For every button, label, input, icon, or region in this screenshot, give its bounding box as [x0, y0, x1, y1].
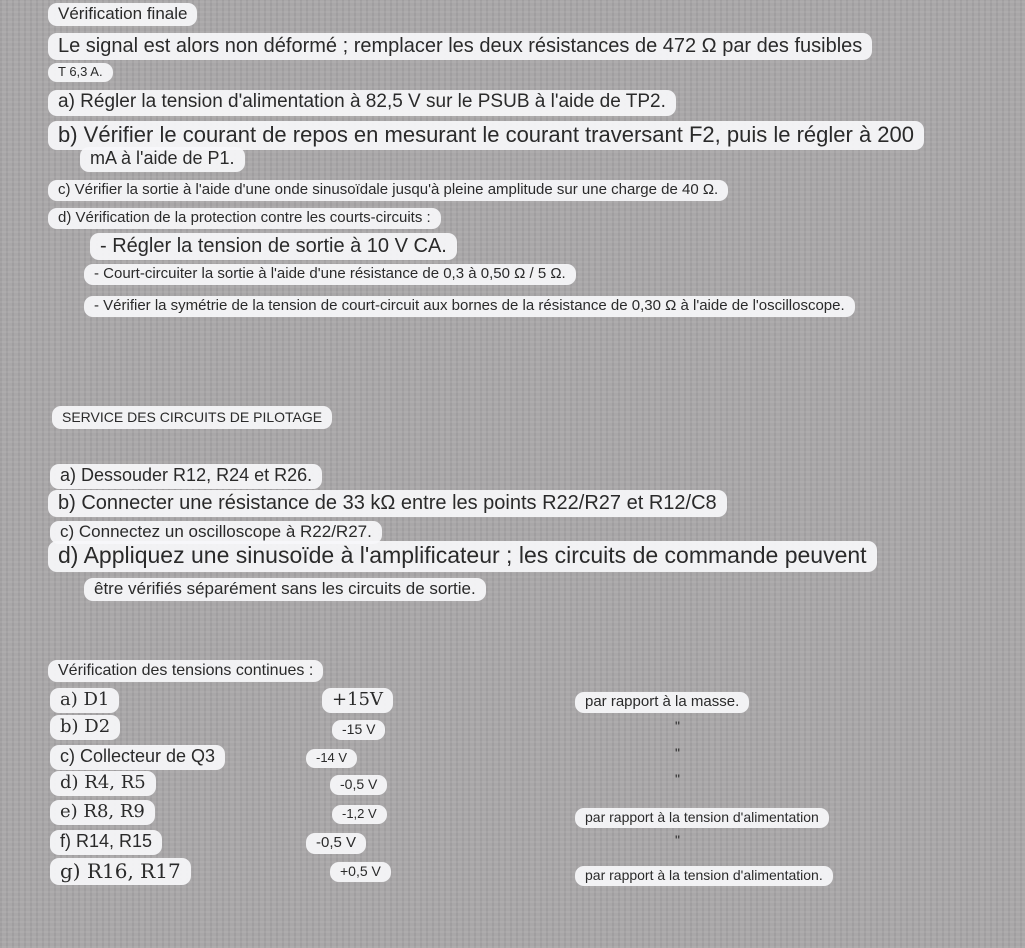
final-check-step-a: a) Régler la tension d'alimentation à 82,5 V sur le PSUB à l'aide de TP2. [48, 90, 676, 116]
dc-row-label: d) R4, R5 [50, 771, 156, 796]
dc-row-label: e) R8, R9 [50, 800, 155, 825]
dc-row-label: a) D1 [50, 688, 119, 713]
final-check-step-b-line1: b) Vérifier le courant de repos en mesurant le courant traversant F2, puis le régler à 200 [48, 121, 924, 150]
drive-service-step-b: b) Connecter une résistance de 33 kΩ entre les points R22/R27 et R12/C8 [48, 490, 727, 517]
dc-row-note: par rapport à la tension d'alimentation [575, 808, 829, 828]
final-check-sub-1: - Régler la tension de sortie à 10 V CA. [90, 233, 457, 260]
final-check-heading: Vérification finale [48, 3, 197, 26]
dc-row-value: +15V [322, 688, 393, 713]
dc-row-value: -14 V [306, 749, 357, 768]
drive-service-heading: SERVICE DES CIRCUITS DE PILOTAGE [52, 406, 332, 429]
dc-row-note: par rapport à la masse. [575, 692, 749, 713]
drive-service-step-d-line2: être vérifiés séparément sans les circuits de sortie. [84, 578, 486, 601]
dc-row-note: " [675, 745, 680, 761]
final-check-step-b-line2: mA à l'aide de P1. [80, 147, 245, 172]
dc-row-label: f) R14, R15 [50, 830, 162, 855]
final-check-intro-line1: Le signal est alors non déformé ; remplacer les deux résistances de 472 Ω par des fusibles [48, 33, 872, 60]
drive-service-step-c: c) Connectez un oscilloscope à R22/R27. [50, 521, 382, 544]
dc-row-label: b) D2 [50, 715, 120, 740]
dc-row-label: g) R16, R17 [50, 858, 191, 885]
dc-row-note: par rapport à la tension d'alimentation. [575, 866, 833, 886]
dc-row-value: -0,5 V [330, 775, 387, 795]
final-check-step-d: d) Vérification de la protection contre les courts-circuits : [48, 208, 441, 229]
dc-row-value: -1,2 V [332, 805, 387, 824]
dc-row-value: -15 V [332, 720, 385, 740]
drive-service-step-a: a) Dessouder R12, R24 et R26. [50, 464, 322, 489]
dc-row-label: c) Collecteur de Q3 [50, 745, 225, 770]
dc-row-note: " [675, 718, 680, 734]
final-check-step-c: c) Vérifier la sortie à l'aide d'une onde sinusoïdale jusqu'à pleine amplitude sur une charge de 40 Ω. [48, 180, 728, 201]
final-check-sub-2: - Court-circuiter la sortie à l'aide d'une résistance de 0,3 à 0,50 Ω / 5 Ω. [84, 264, 576, 285]
dc-check-heading: Vérification des tensions continues : [48, 660, 323, 682]
drive-service-step-d-line1: d) Appliquez une sinusoïde à l'amplificateur ; les circuits de commande peuvent [48, 541, 877, 572]
dc-row-note: " [675, 771, 680, 787]
dc-row-value: -0,5 V [306, 833, 366, 854]
final-check-sub-3: - Vérifier la symétrie de la tension de court-circuit aux bornes de la résistance de 0,30 Ω à l'aide de l'oscilloscope. [84, 296, 855, 317]
final-check-intro-line2: T 6,3 A. [48, 63, 113, 82]
dc-row-value: +0,5 V [330, 862, 391, 882]
dc-row-note: " [675, 832, 680, 848]
